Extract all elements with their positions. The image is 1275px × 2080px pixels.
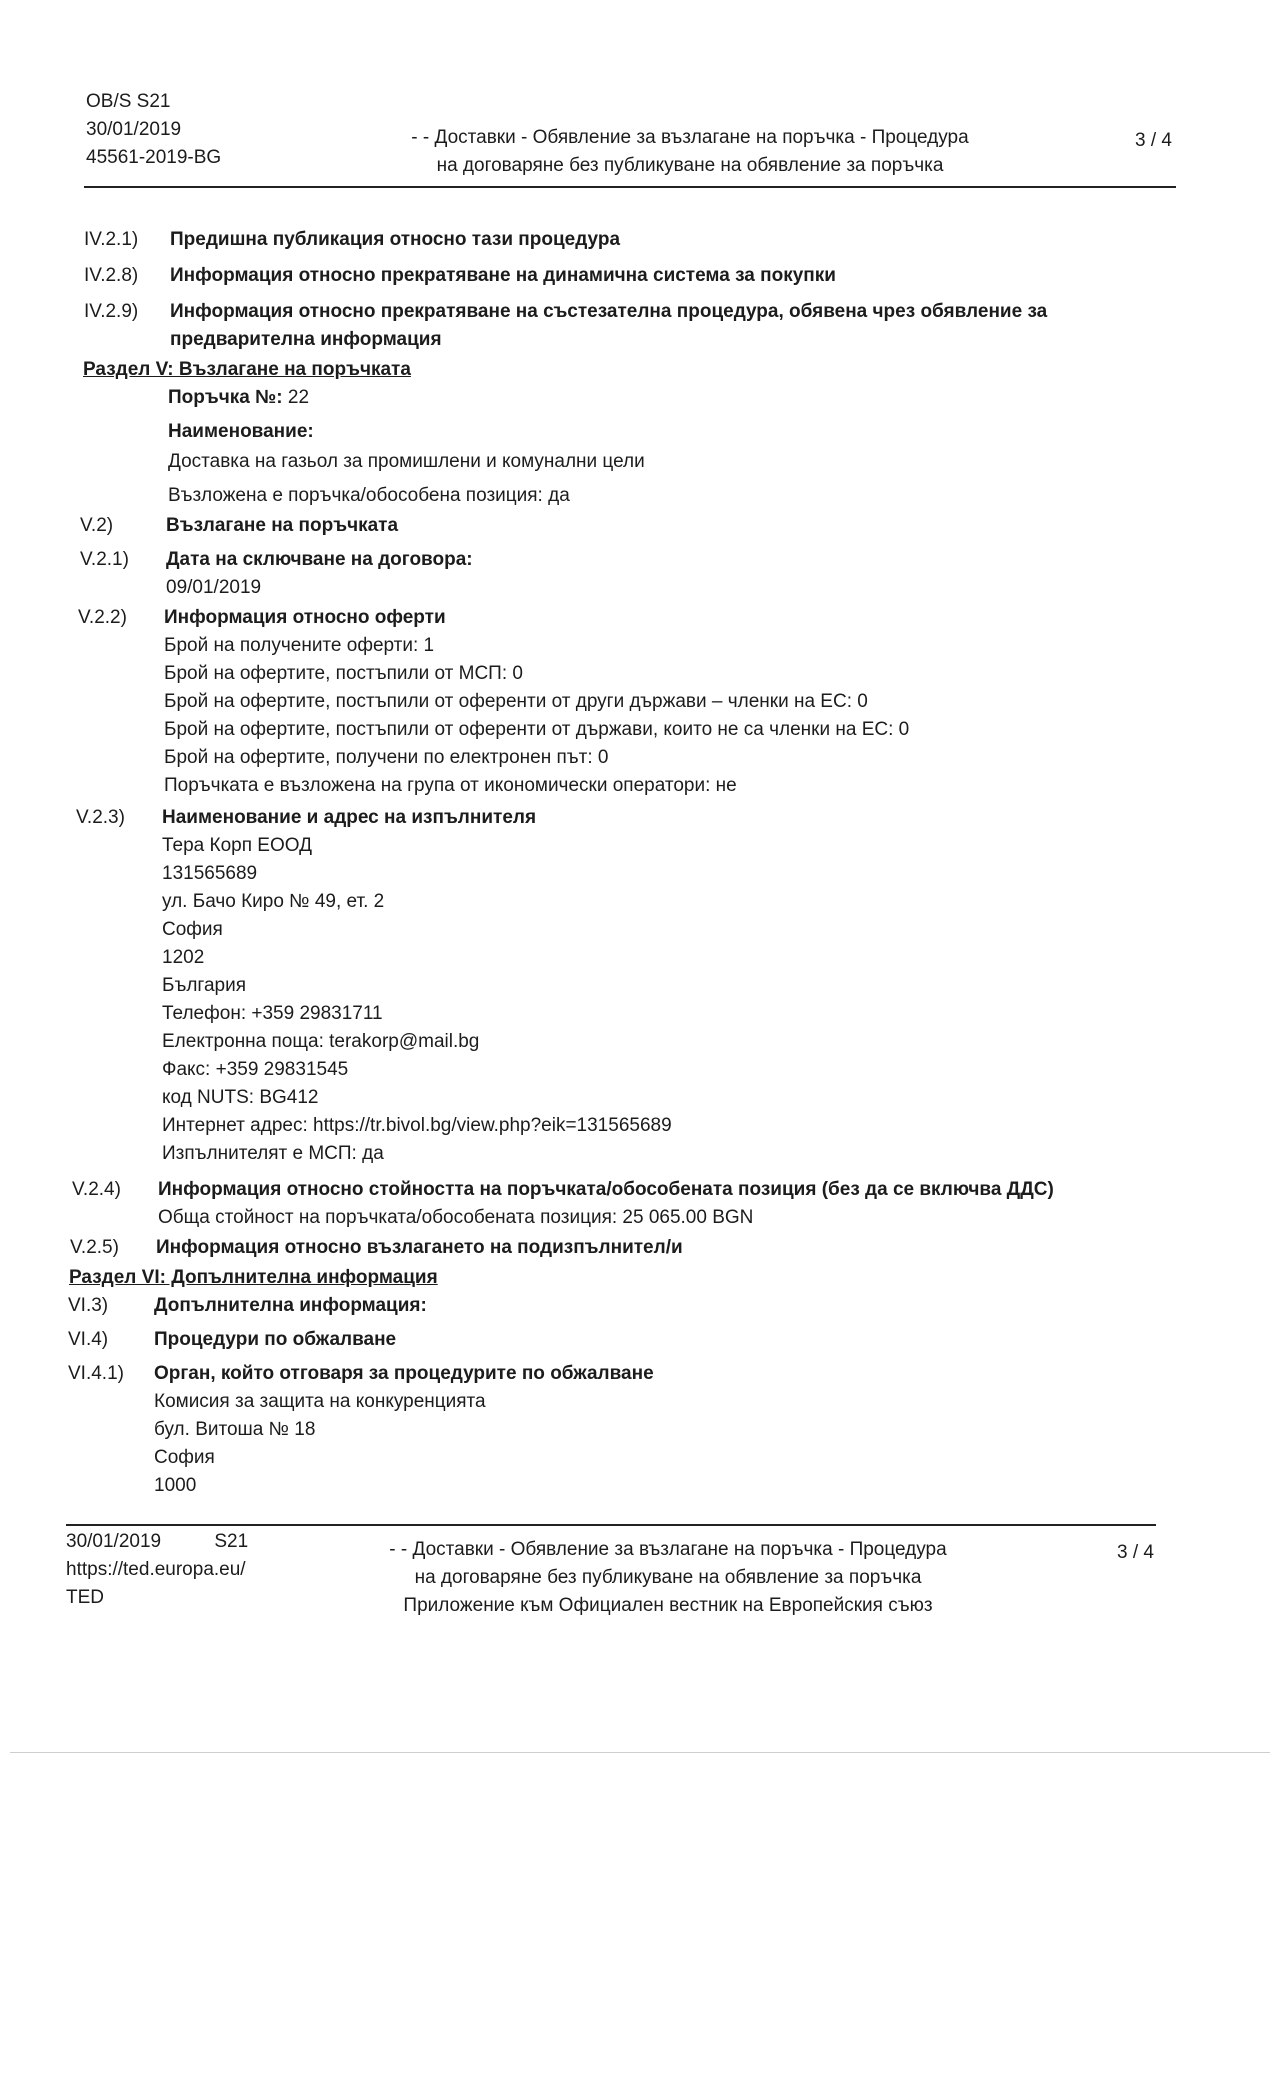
- section-title: Информация относно прекратяване на състезателна процедура, обявена чрез обявление за: [170, 301, 1048, 322]
- section-number: VI.4): [68, 1329, 109, 1350]
- contractor-phone: Телефон: +359 29831711: [162, 1003, 383, 1024]
- order-block: [168, 384, 1275, 512]
- contractor-sme: Изпълнителят е МСП: да: [162, 1143, 384, 1164]
- section-title: Допълнителна информация:: [154, 1295, 427, 1316]
- offers-eu: Брой на офертите, постъпили от оференти от други държави – членки на ЕС: 0: [164, 691, 868, 712]
- section-number: VI.4.1): [68, 1363, 124, 1384]
- section-v-2-5: [70, 1234, 1275, 1264]
- order-number-label: Поръчка №:: [168, 387, 283, 408]
- order-number-value: 22: [287, 387, 310, 408]
- section-iv-2-8: [84, 262, 1275, 298]
- footer-divider: [66, 1524, 1156, 1526]
- offers-non-eu: Брой на офертите, постъпили от оференти от държави, които не са членки на ЕС: 0: [164, 719, 910, 740]
- section-iv-2-9: [84, 298, 1275, 356]
- header-notice-number: 45561-2019-BG: [86, 147, 222, 168]
- review-body-postcode: 1000: [154, 1475, 197, 1496]
- order-number: [168, 384, 1275, 418]
- section-title: Процедури по обжалване: [154, 1329, 397, 1350]
- offers-received: Брой на получените оферти: 1: [164, 635, 435, 656]
- section-number: V.2.2): [78, 607, 127, 628]
- contractor-postcode: 1202: [162, 947, 205, 968]
- review-body-name: Комисия за защита на конкуренцията: [154, 1391, 486, 1412]
- footer-code: S21: [214, 1531, 249, 1552]
- order-name-label: Наименование:: [168, 421, 314, 442]
- footer-ted: TED: [66, 1587, 104, 1608]
- review-body-street: бул. Витоша № 18: [154, 1419, 316, 1440]
- section-title-continued: предварителна информация: [170, 329, 442, 350]
- footer-title-line3: Приложение към Официален вестник на Европейския съюз: [403, 1595, 933, 1616]
- section-title: Наименование и адрес на изпълнителя: [162, 807, 537, 828]
- section-number: V.2): [80, 515, 114, 536]
- header-title: [390, 124, 990, 180]
- header-title-line1: - - Доставки - Обявление за възлагане на поръчка - Процедура: [411, 127, 969, 148]
- header-date: 30/01/2019: [86, 119, 182, 140]
- section-title: Дата на сключване на договора:: [166, 549, 473, 570]
- footer-title-line1: - - Доставки - Обявление за възлагане на поръчка - Процедура: [389, 1539, 947, 1560]
- scan-edge-line: [10, 1752, 1270, 1753]
- section-number: V.2.3): [76, 807, 125, 828]
- section-v-2-1: [80, 546, 1275, 604]
- header-title-line2: на договаряне без публикуване на обявление за поръчка: [436, 155, 944, 176]
- contractor-name: Тера Корп ЕООД: [162, 835, 312, 856]
- section-v-2-4: [72, 1176, 1275, 1234]
- section-v-2-2: [78, 604, 1275, 804]
- contract-date: 09/01/2019: [166, 577, 262, 598]
- section-number: IV.2.8): [84, 265, 139, 286]
- footer-title: [368, 1536, 968, 1620]
- offers-group: Поръчката е възложена на група от икономически оператори: не: [164, 775, 737, 796]
- footer-date: 30/01/2019: [66, 1531, 162, 1552]
- document-body: [0, 226, 1275, 1500]
- section-title: Орган, който отговаря за процедурите по обжалване: [154, 1363, 654, 1384]
- contractor-city: София: [162, 919, 223, 940]
- section-title: Възлагане на поръчката: [166, 515, 399, 536]
- section-vi-3: [68, 1292, 1275, 1326]
- header-code: OB/S S21: [86, 91, 171, 112]
- offers-sme: Брой на офертите, постъпили от МСП: 0: [164, 663, 523, 684]
- footer-title-line2: на договаряне без публикуване на обявление за поръчка: [414, 1567, 922, 1588]
- contractor-street: ул. Бачо Киро № 49, ет. 2: [162, 891, 385, 912]
- footer-meta: [66, 1528, 248, 1612]
- footer-url[interactable]: https://ted.europa.eu/: [66, 1559, 246, 1580]
- offers-electronic: Брой на офертите, получени по електронен път: 0: [164, 747, 609, 768]
- section-vi-4-1: [68, 1360, 1275, 1500]
- order-name-value: Доставка на газьол за промишлени и комунални цели: [168, 451, 645, 472]
- section-title: Информация относно стойността на поръчката/обособената позиция (без да се включва ДДС): [158, 1179, 1054, 1200]
- footer-page-number: 3 / 4: [1117, 1542, 1154, 1563]
- section-number: IV.2.1): [84, 229, 139, 250]
- contractor-id: 131565689: [162, 863, 258, 884]
- contractor-website: Интернет адрес: https://tr.bivol.bg/view.php?eik=131565689: [162, 1115, 672, 1136]
- contractor-email: Електронна поща: terakorp@mail.bg: [162, 1031, 480, 1052]
- section-iv-2-1: [84, 226, 1275, 262]
- section-v-heading: Раздел V: Възлагане на поръчката: [83, 359, 411, 380]
- section-title: Предишна публикация относно тази процедура: [170, 229, 621, 250]
- section-number: V.2.4): [72, 1179, 121, 1200]
- section-number: V.2.5): [70, 1237, 119, 1258]
- section-title: Информация относно възлагането на подизпълнител/и: [156, 1237, 683, 1258]
- section-vi-4: [68, 1326, 1275, 1360]
- header-meta: [86, 88, 221, 172]
- section-vi-heading: Раздел VI: Допълнителна информация: [69, 1267, 438, 1288]
- section-title: Информация относно оферти: [164, 607, 446, 628]
- total-value: Обща стойност на поръчката/обособената позиция: 25 065.00 BGN: [158, 1207, 754, 1228]
- header-divider: [84, 186, 1176, 188]
- section-v-2-3: [76, 804, 1275, 1176]
- order-awarded: Възложена е поръчка/обособена позиция: да: [168, 485, 570, 506]
- section-v-2: [80, 512, 1275, 546]
- section-number: IV.2.9): [84, 301, 139, 322]
- section-number: V.2.1): [80, 549, 129, 570]
- contractor-fax: Факс: +359 29831545: [162, 1059, 349, 1080]
- review-body-city: София: [154, 1447, 215, 1468]
- section-title: Информация относно прекратяване на динамична система за покупки: [170, 265, 836, 286]
- section-number: VI.3): [68, 1295, 109, 1316]
- header-page-number: 3 / 4: [1135, 130, 1172, 151]
- contractor-nuts: код NUTS: BG412: [162, 1087, 319, 1108]
- contractor-country: България: [162, 975, 246, 996]
